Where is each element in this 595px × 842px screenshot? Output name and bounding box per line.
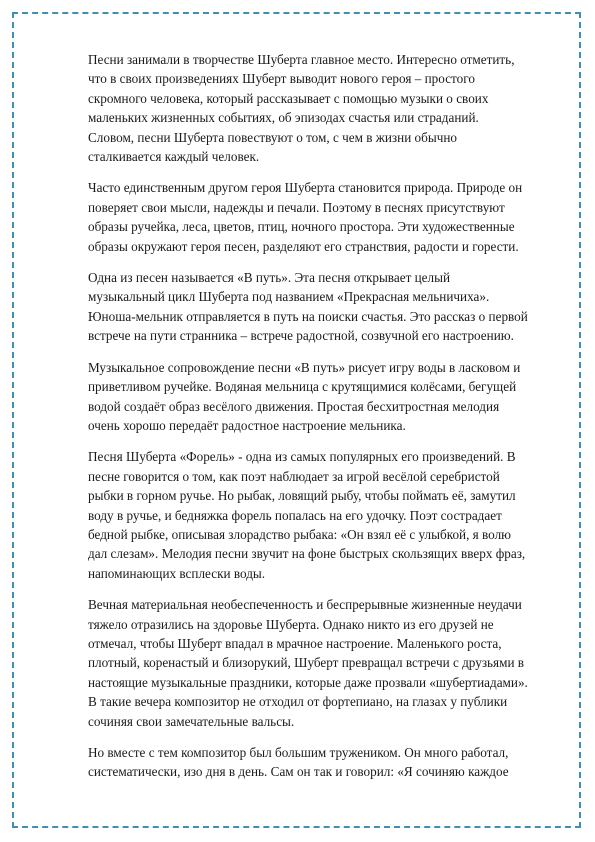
paragraph-songs-role: Песни занимали в творчестве Шуберта главное место. Интересно отметить, что в своих произведениях Шуберт выводит нового героя – простого скромного человека, который рассказывает с помощью музыки о своих маленьких жизненных событиях, об эпизодах счастья или страданий. Словом, песни Шуберта повествуют о том, с чем в жизни обычно сталкивается каждый человек.	[88, 52, 515, 165]
paragraph-v-put: Одна из песен называется «В путь». Эта песня открывает целый музыкальный цикл Шуберта под названием «Прекрасная мельничиха». Юноша-мельник отправляется в путь на поиски счастья. Это рассказ о первой встрече на пути странника – встрече радостной, созвучной его настроению.	[88, 270, 528, 344]
paragraph-forel: Песня Шуберта «Форель» - одна из самых популярных его произведений. В песне говорится о том, как поэт наблюдает за игрой весёлой серебристой рыбки в горном ручье. Но рыбак, ловящий рыбу, чтобы поймать её, замутил воду в ручье, и бедняжка форель попалась на его удочку. Поэт сострадает бедной рыбке, описывая злорадство рыбака: «Он взял её с улыбкой, я волю дал слезам». Мелодия песни звучит на фоне быстрых скользящих вверх фраз, напоминающих всплески воды.	[88, 449, 526, 581]
document-body	[88, 50, 528, 794]
paragraph-schubertiads: Вечная материальная необеспеченность и беспрерывные жизненные неудачи тяжело отразились на здоровье Шуберта. Однако никто из его друзей не отмечал, чтобы Шуберт впадал в мрачное настроение. Маленького роста, плотный, коренастый и близорукий, Шуберт превращал встречи с друзьями в настоящие музыкальные праздники, которые даже прозвали «шубертиадами». В такие вечера композитор не отходил от фортепиано, на глазах у публики сочиняя свои замечательные вальсы.	[88, 597, 528, 729]
paragraph-accompaniment: Музыкальное сопровождение песни «В путь» рисует игру воды в ласковом и приветливом ручейке. Водяная мельница с крутящимися колёсами, бегущей водой создаёт образ весёлого движения. Простая бесхитростная мелодия очень хорошо передаёт радостное настроение мельника.	[88, 359, 521, 433]
paragraph-hard-worker: Но вместе с тем композитор был большим тружеником. Он много работал, систематически, изо дня в день. Сам он так и говорил: «Я сочиняю каждое	[88, 745, 509, 780]
paragraph-nature: Часто единственным другом героя Шуберта становится природа. Природе он поверяет свои мысли, надежды и печали. Поэтому в песнях присутствуют образы ручейка, леса, цветов, птиц, ночного простора. Эти художественные образы окружают героя песен, разделяют его странствия, радости и горести.	[88, 180, 523, 254]
